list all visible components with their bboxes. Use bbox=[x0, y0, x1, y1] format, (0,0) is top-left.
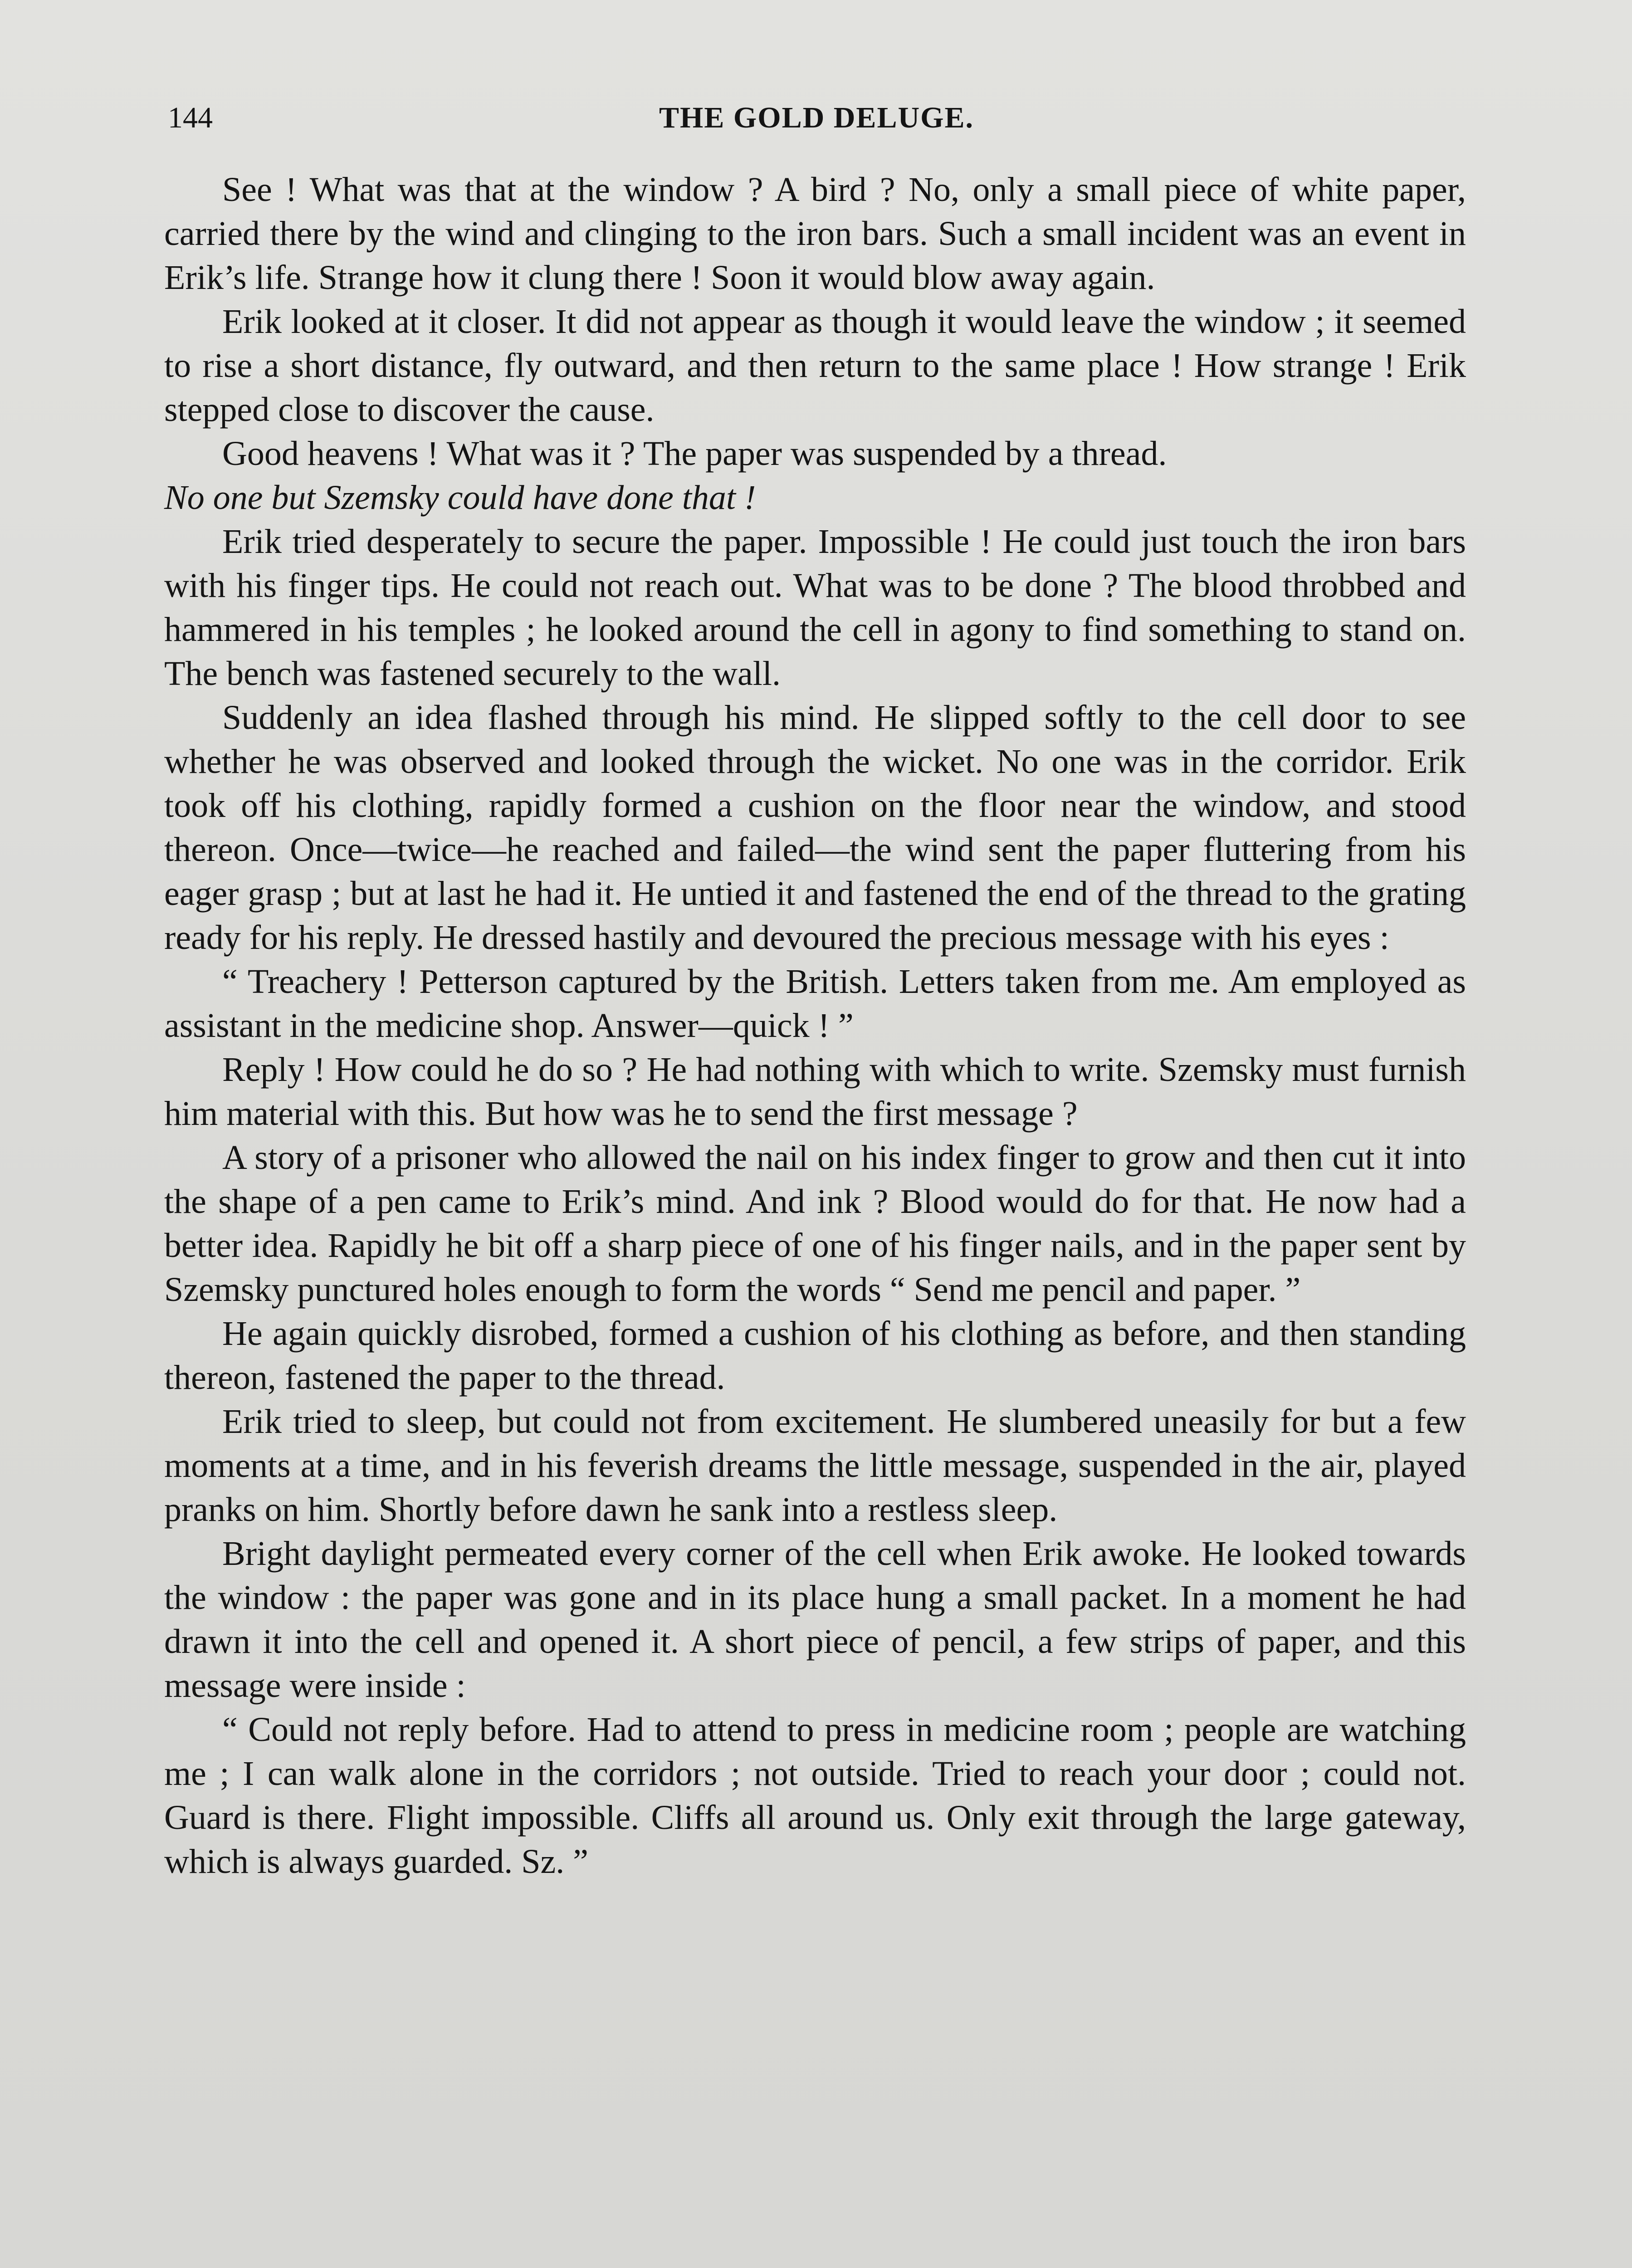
page-number: 144 bbox=[168, 101, 213, 134]
page-header bbox=[168, 98, 1465, 138]
quoted-message: “ Could not reply before. Had to attend to press in medicine room ; people are watching me ; I can walk alone in the corridors ; not outside. Tried to reach your door ; could not. Guard is there. Flight impossible. Cliffs all around us. Only exit through the large gateway, which is always guarded. Sz. ” bbox=[164, 1711, 1466, 1881]
body-text bbox=[164, 168, 1466, 1884]
paragraph: Good heavens ! What was it ? The paper was suspended by a thread. bbox=[222, 435, 1167, 473]
paragraph: Erik tried desperately to secure the paper. Impossible ! He could just touch the iron bars with his finger tips. He could not reach out. What was to be done ? The blood throbbed and hammered in his temples ; he looked around the cell in agony to find something to stand on. The bench was fastened securely to the wall. bbox=[164, 523, 1466, 693]
paragraph: Bright daylight permeated every corner of the cell when Erik awoke. He looked towards the window : the paper was gone and in its place hung a small packet. In a moment he had drawn it into the cell and opened it. A short piece of pencil, a few strips of paper, and this message were inside : bbox=[164, 1535, 1466, 1705]
paragraph: A story of a prisoner who allowed the nail on his index finger to grow and then cut it into the shape of a pen came to Erik’s mind. And ink ? Blood would do for that. He now had a better idea. Rapidly he bit off a sharp piece of one of his finger nails, and in the paper sent by Szemsky punctured holes enough to form the words “ Send me pencil and paper. ” bbox=[164, 1139, 1466, 1309]
paragraph: He again quickly disrobed, formed a cushion of his clothing as before, and then standing thereon, fastened the paper to the thread. bbox=[164, 1315, 1466, 1397]
paragraph: Suddenly an idea flashed through his mind. He slipped softly to the cell door to see whether he was observed and looked through the wicket. No one was in the corridor. Erik took off his clothing, rapidly formed a cushion on the floor near the window, and stood thereon. Once—twice—he reached and failed—the wind sent the paper fluttering from his eager grasp ; but at last he had it. He untied it and fastened the end of the thread to the grating ready for his reply. He dressed hastily and devoured the precious message with his eyes : bbox=[164, 699, 1466, 957]
paragraph: Erik looked at it closer. It did not appear as though it would leave the window ; it seemed to rise a short distance, fly outward, and then return to the same place ! How strange ! Erik stepped close to discover the cause. bbox=[164, 303, 1466, 429]
running-title: THE GOLD DELUGE. bbox=[659, 101, 974, 134]
paragraph: See ! What was that at the window ? A bird ? No, only a small piece of white paper, carried there by the wind and clinging to the iron bars. Such a small incident was an event in Erik’s life. Strange how it clung there ! Soon it would blow away again. bbox=[164, 171, 1466, 297]
quoted-message: “ Treachery ! Petterson captured by the British. Letters taken from me. Am employed as assistant in the medicine shop. Answer—quick ! ” bbox=[164, 963, 1466, 1045]
paragraph: Erik tried to sleep, but could not from excitement. He slumbered uneasily for but a few moments at a time, and in his feverish dreams the little message, suspended in the air, played pranks on him. Shortly before dawn he sank into a restless sleep. bbox=[164, 1403, 1466, 1529]
italic-line: No one but Szemsky could have done that ! bbox=[164, 479, 756, 517]
paragraph: Reply ! How could he do so ? He had nothing with which to write. Szemsky must furnish him material with this. But how was he to send the first message ? bbox=[164, 1051, 1466, 1133]
